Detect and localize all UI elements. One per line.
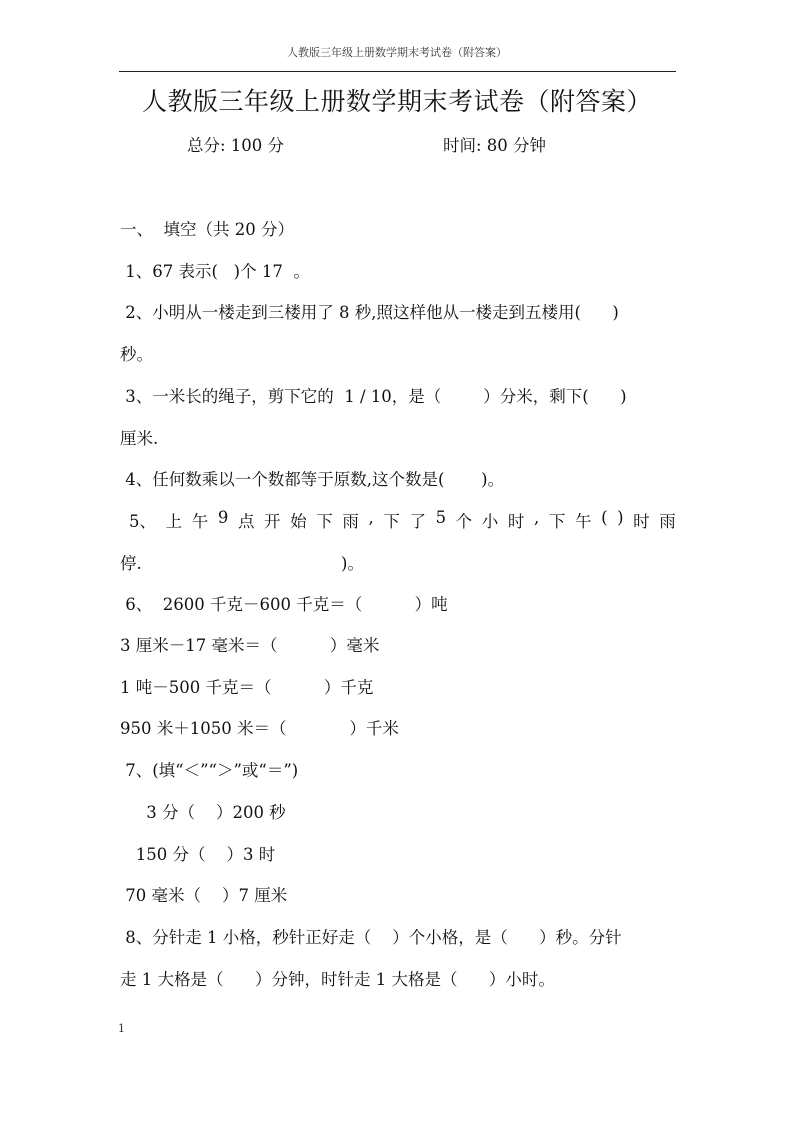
- question-5-char: 下: [383, 512, 400, 531]
- question-5-char: 雨: [342, 512, 359, 531]
- question-5-char: 小: [481, 512, 499, 531]
- question-7-c: 70 毫米（ ）7 厘米: [120, 886, 288, 905]
- question-5-char: 5: [435, 508, 447, 527]
- question-5-char: 了: [409, 512, 426, 531]
- total-score: 总分: 100 分: [187, 136, 285, 155]
- question-5-char: 午: [574, 512, 592, 531]
- question-5-char: ,: [368, 508, 374, 527]
- question-8-line-2: 走 1 大格是（ ）分钟，时针走 1 大格是（ ）小时。: [120, 970, 555, 989]
- question-5-line-2: 停. )。: [120, 554, 364, 573]
- question-7-intro: 7、(填“＜”“＞”或“＝”): [120, 761, 299, 780]
- time-limit: 时间: 80 分钟: [443, 136, 547, 155]
- question-7-a: 3 分（ ）200 秒: [120, 803, 286, 822]
- question-6-a: 6、 2600 千克－600 千克＝（ ）吨: [120, 595, 448, 614]
- question-5-char: 个: [455, 512, 473, 531]
- question-5-char: 9: [217, 508, 229, 527]
- question-5-char: 开: [264, 512, 281, 531]
- question-6-b: 3 厘米－17 毫米＝（ ）毫米: [120, 636, 380, 655]
- question-5-char: ): [617, 508, 624, 527]
- question-5-char: 下: [548, 512, 566, 531]
- question-1: 1、67 表示( )个 17 。: [120, 262, 310, 281]
- question-2-line-1: 2、小明从一楼走到三楼用了 8 秒,照这样他从一楼走到五楼用( ): [120, 303, 619, 322]
- question-5-char: (: [601, 508, 608, 527]
- question-8-line-1: 8、分针走 1 小格，秒针正好走（ ）个小格，是（ ）秒。分针: [120, 928, 622, 947]
- question-5-char: 午: [191, 512, 209, 531]
- page-number: 1: [118, 1022, 125, 1035]
- question-5-char: 时: [507, 512, 525, 531]
- question-6-c: 1 吨－500 千克＝（ ）千克: [120, 678, 374, 697]
- question-5-char: 点: [237, 512, 255, 531]
- header-rule: [119, 71, 676, 72]
- question-5-char: 上: [165, 512, 183, 531]
- question-3-line-2: 厘米.: [120, 429, 159, 448]
- question-5-char: 下: [316, 512, 333, 531]
- question-5-char: 雨: [659, 512, 676, 531]
- page-title: 人教版三年级上册数学期末考试卷（附答案）: [141, 87, 652, 116]
- question-5-char: 5、: [129, 512, 156, 531]
- running-header: 人教版三年级上册数学期末考试卷（附答案）: [287, 46, 507, 59]
- question-5-char: ,: [534, 508, 540, 527]
- question-4: 4、任何数乘以一个数都等于原数,这个数是( )。: [120, 470, 505, 489]
- question-3-line-1: 3、一米长的绳子，剪下它的 1 / 10，是（ ）分米，剩下( ): [120, 387, 627, 406]
- question-2-line-2: 秒。: [120, 345, 153, 364]
- question-7-b: 150 分（ ）3 时: [120, 845, 276, 864]
- question-5-char: 时: [633, 512, 650, 531]
- question-5-char: 始: [290, 512, 307, 531]
- section-heading: 一、 填空（共 20 分）: [120, 220, 294, 239]
- question-6-d: 950 米＋1050 米＝（ ）千米: [120, 719, 399, 738]
- question-5-line-1: [120, 508, 676, 532]
